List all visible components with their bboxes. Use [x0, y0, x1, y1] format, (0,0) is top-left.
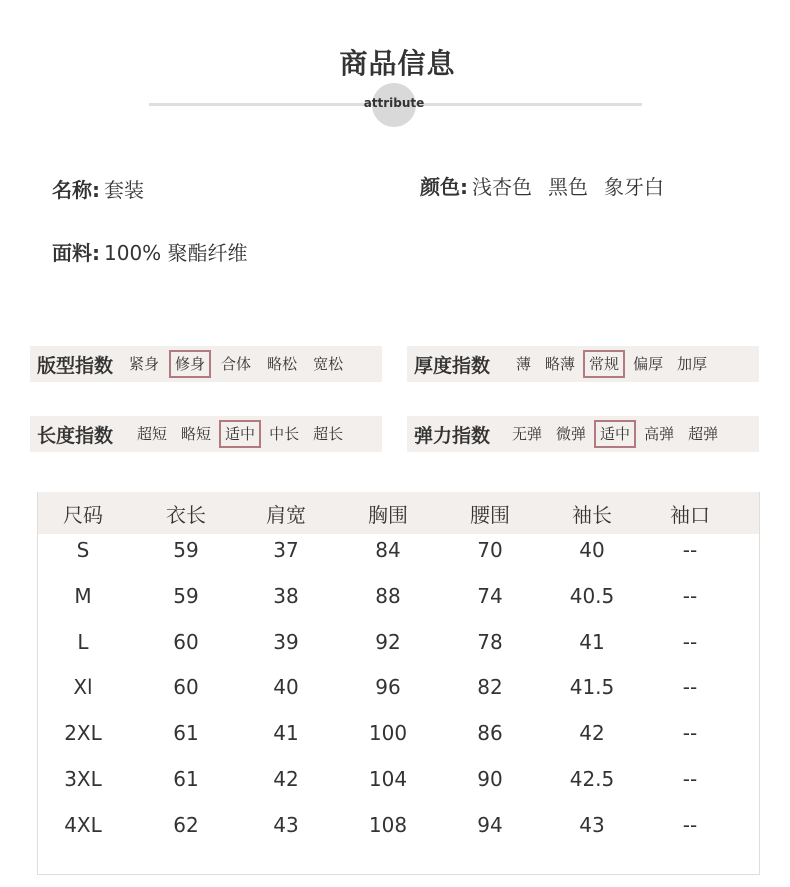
table-cell: 42: [579, 721, 605, 745]
table-header-cell: 尺码: [63, 503, 103, 527]
table-cell: 39: [273, 630, 299, 654]
table-cell: 3XL: [64, 767, 102, 791]
table-cell: 41: [579, 630, 605, 654]
elasticity-index-options: [506, 420, 724, 448]
color-option: 黑色: [548, 175, 588, 199]
table-cell: 90: [477, 767, 503, 791]
table-cell: M: [74, 584, 92, 608]
table-cell: --: [682, 721, 698, 745]
table-cell: 92: [375, 630, 401, 654]
table-cell: 59: [173, 538, 199, 562]
table-header-cell: 胸围: [368, 503, 408, 527]
table-cell: --: [682, 630, 698, 654]
table-cell: 104: [368, 767, 408, 791]
color-label: 颜色:: [420, 175, 468, 199]
name-value: 套装: [104, 178, 144, 202]
elasticity-option-selected: 适中: [594, 420, 636, 448]
table-cell: 60: [173, 675, 199, 699]
thickness-option: 偏厚: [633, 355, 664, 373]
table-cell: 40.5: [569, 584, 615, 608]
thickness-option: 加厚: [677, 355, 708, 373]
material-value: 100% 聚酯纤维: [104, 241, 248, 265]
length-option: 略短: [181, 425, 212, 443]
name-row: [52, 174, 144, 203]
table-cell: --: [682, 767, 698, 791]
color-row: [420, 171, 664, 200]
table-cell: 61: [173, 721, 199, 745]
table-header-cell: 袖口: [670, 503, 710, 527]
table-cell: 42: [273, 767, 299, 791]
length-index-options: [131, 420, 349, 448]
elasticity-option: 超弹: [688, 425, 719, 443]
table-cell: 59: [173, 584, 199, 608]
table-cell: 78: [477, 630, 503, 654]
table-cell: --: [682, 538, 698, 562]
fit-option: 宽松: [313, 355, 344, 373]
name-label: 名称:: [52, 178, 100, 202]
elasticity-index-bar: [407, 416, 759, 452]
table-cell: --: [682, 584, 698, 608]
table-cell: Xl: [73, 675, 93, 699]
table-cell: 40: [273, 675, 299, 699]
length-index-bar: [30, 416, 382, 452]
length-index-label: 长度指数: [37, 424, 114, 447]
fit-option: 合体: [221, 355, 252, 373]
elasticity-option: 无弹: [512, 425, 543, 443]
thickness-option-selected: 常规: [583, 350, 625, 378]
table-cell: 94: [477, 813, 503, 837]
table-cell: 37: [273, 538, 299, 562]
size-table: [37, 492, 760, 875]
table-cell: 86: [477, 721, 503, 745]
color-option: 象牙白: [604, 175, 664, 199]
table-header-cell: 腰围: [470, 503, 510, 527]
thickness-option: 略薄: [545, 355, 576, 373]
table-cell: 2XL: [64, 721, 102, 745]
thickness-index-options: [510, 350, 713, 378]
elasticity-index-label: 弹力指数: [414, 424, 491, 447]
table-cell: L: [77, 630, 89, 654]
table-cell: S: [76, 538, 90, 562]
table-cell: 70: [477, 538, 503, 562]
material-label: 面料:: [52, 241, 100, 265]
table-header-cell: 衣长: [166, 503, 206, 527]
elasticity-option: 高弹: [644, 425, 675, 443]
table-cell: 82: [477, 675, 503, 699]
table-cell: 4XL: [64, 813, 102, 837]
table-cell: 100: [368, 721, 408, 745]
thickness-index-bar: [407, 346, 759, 382]
table-cell: 42.5: [569, 767, 615, 791]
color-option: 浅杏色: [472, 175, 532, 199]
table-cell: 41: [273, 721, 299, 745]
thickness-option: 薄: [516, 355, 532, 373]
fit-index-bar: [30, 346, 382, 382]
table-cell: 40: [579, 538, 605, 562]
fit-option-selected: 修身: [169, 350, 211, 378]
table-cell: 108: [368, 813, 408, 837]
table-header-cell: 袖长: [572, 503, 612, 527]
table-cell: 38: [273, 584, 299, 608]
material-row: [52, 237, 248, 266]
table-cell: 60: [173, 630, 199, 654]
table-cell: --: [682, 813, 698, 837]
table-cell: --: [682, 675, 698, 699]
table-cell: 43: [273, 813, 299, 837]
elasticity-option: 微弹: [556, 425, 587, 443]
title-subtitle: attribute: [363, 96, 425, 110]
fit-option: 略松: [267, 355, 298, 373]
fit-option: 紧身: [129, 355, 160, 373]
length-option: 超短: [137, 425, 168, 443]
table-cell: 41.5: [569, 675, 615, 699]
fit-index-options: [123, 350, 349, 378]
length-option: 超长: [313, 425, 344, 443]
table-cell: 43: [579, 813, 605, 837]
table-cell: 84: [375, 538, 401, 562]
table-cell: 74: [477, 584, 503, 608]
table-header-cell: 肩宽: [266, 503, 306, 527]
fit-index-label: 版型指数: [37, 354, 114, 377]
table-cell: 62: [173, 813, 199, 837]
length-option: 中长: [269, 425, 300, 443]
thickness-index-label: 厚度指数: [414, 354, 491, 377]
table-cell: 88: [375, 584, 401, 608]
table-cell: 61: [173, 767, 199, 791]
table-cell: 96: [375, 675, 401, 699]
page-title: 商品信息: [339, 47, 456, 80]
length-option-selected: 适中: [219, 420, 261, 448]
